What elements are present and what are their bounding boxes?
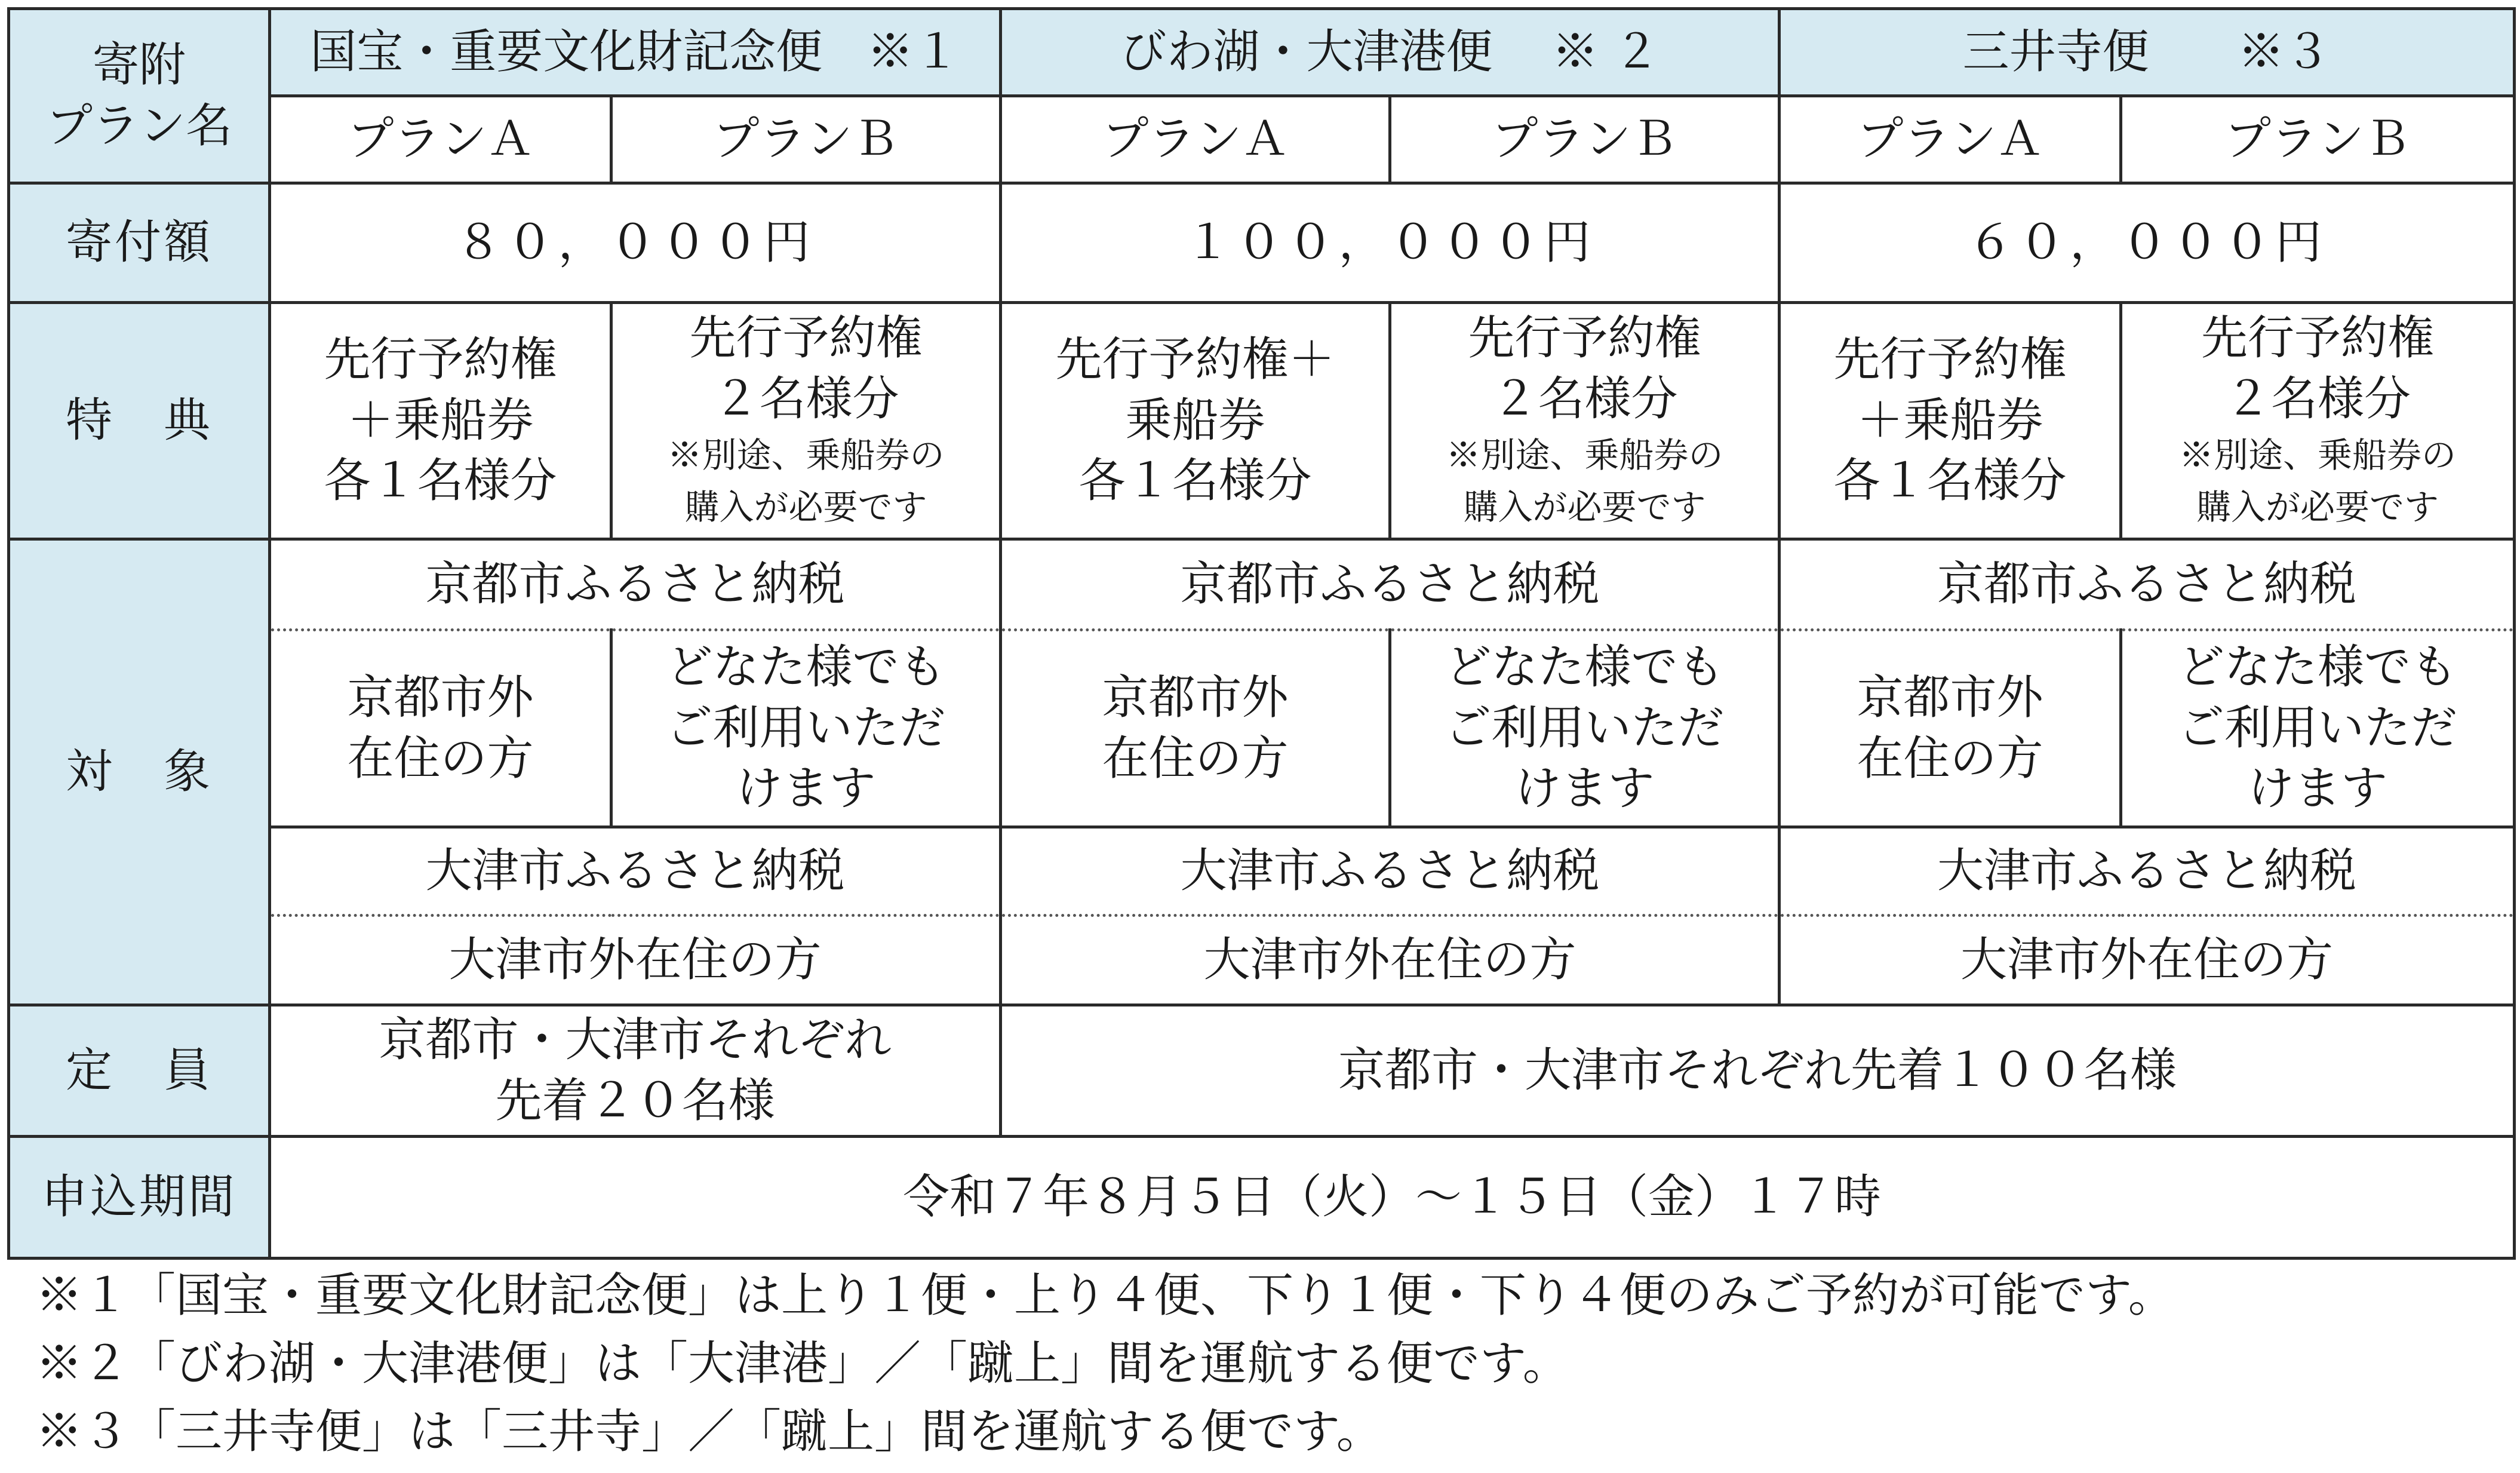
benefit-note: ※別途、乗船券の	[2179, 434, 2457, 475]
benefit-line: 先行予約権	[324, 333, 557, 387]
otsu-tax-label: 大津市ふるさと納税	[1001, 827, 1780, 916]
kyoto-eligibility-b	[1390, 630, 1780, 827]
plan-name: 国宝・重要文化財記念便	[310, 24, 823, 79]
benefit-b	[1390, 303, 1780, 539]
otsu-eligibility: 大津市外在住の方	[270, 916, 1001, 1005]
kyoto-eligibility-a	[1001, 630, 1390, 827]
kyoto-eligibility-a	[1780, 630, 2121, 827]
eligibility-line: 京都市外	[347, 671, 534, 725]
benefit-line: ＋乗船券	[1857, 393, 2043, 447]
capacity-first	[270, 1005, 1001, 1137]
benefit-note: 購入が必要です	[2196, 486, 2439, 527]
plan-name: 三井寺便	[1962, 24, 2149, 79]
plan-b-header: プランＢ	[2121, 96, 2515, 183]
eligibility-line: けます	[736, 762, 876, 816]
capacity-label: 定 員	[9, 1005, 270, 1137]
benefit-line: 乗船券	[1125, 393, 1265, 447]
plan-a-header: プランＡ	[1780, 96, 2121, 183]
eligibility-line: どなた様でも	[2178, 640, 2458, 695]
benefit-line: 先行予約権＋	[1055, 333, 1335, 387]
benefit-note: ※別途、乗船券の	[667, 434, 945, 475]
plan-a-header: プランＡ	[270, 96, 611, 183]
capacity-rest: 京都市・大津市それぞれ先着１００名様	[1001, 1005, 2515, 1137]
benefit-line: 先行予約権	[1468, 311, 1701, 366]
eligibility-line: 京都市外	[1857, 671, 2043, 725]
benefit-line: ２名様分	[2224, 372, 2411, 426]
plan-name-label-line1: 寄附	[92, 38, 186, 93]
benefit-line: ＋乗船券	[347, 393, 534, 447]
plan-header-miidera	[1780, 9, 2515, 96]
benefit-b	[611, 303, 1001, 539]
kyoto-tax-label: 京都市ふるさと納税	[1001, 539, 1780, 630]
eligibility-line: どなた様でも	[666, 640, 946, 695]
benefit-a	[1780, 303, 2121, 539]
plan-b-header: プランＢ	[1390, 96, 1780, 183]
footnote-3: ※３「三井寺便」は「三井寺」／「蹴上」間を運航する便です。	[36, 1405, 1383, 1459]
eligibility-line: 京都市外	[1102, 671, 1289, 725]
capacity-line: 京都市・大津市それぞれ	[379, 1013, 892, 1067]
footnote-1: ※１「国宝・重要文化財記念便」は上り１便・上り４便、下り１便・下り４便のみご予約が可能です。	[36, 1269, 2175, 1322]
plan-header-kokuho	[270, 9, 1001, 96]
plan-a-header: プランＡ	[1001, 96, 1390, 183]
plan-table	[7, 7, 2516, 1260]
plan-note-mark: ※３	[2238, 24, 2331, 79]
otsu-eligibility: 大津市外在住の方	[1780, 916, 2515, 1005]
plan-name: びわ湖・大津港便	[1120, 24, 1493, 79]
footnote-2: ※２「びわ湖・大津港便」は「大津港」／「蹴上」間を運航する便です。	[36, 1337, 1569, 1391]
benefit-line: 先行予約権	[689, 311, 923, 366]
donation-amount: １００，０００円	[1001, 183, 1780, 303]
eligibility-line: 在住の方	[347, 731, 534, 785]
donation-amount: ６０，０００円	[1780, 183, 2515, 303]
eligibility-line: ご利用いただ	[1445, 701, 1725, 755]
benefit-line: 各１名様分	[1833, 454, 2067, 508]
eligibility-line: 在住の方	[1102, 731, 1289, 785]
eligibility-line: どなた様でも	[1445, 640, 1725, 695]
otsu-tax-label: 大津市ふるさと納税	[1780, 827, 2515, 916]
period-value: 令和７年８月５日（火）～１５日（金）１７時	[270, 1137, 2515, 1259]
eligibility-line: ご利用いただ	[2178, 701, 2458, 755]
otsu-tax-label: 大津市ふるさと納税	[270, 827, 1001, 916]
eligibility-line: ご利用いただ	[666, 701, 946, 755]
benefit-a	[1001, 303, 1390, 539]
plan-note-mark: ※ ２	[1551, 24, 1660, 79]
benefit-line: 先行予約権	[1833, 333, 2067, 387]
benefit-note: ※別途、乗船券の	[1446, 434, 1723, 475]
plan-name-label-line2: プラン名	[45, 99, 232, 153]
plan-header-biwako	[1001, 9, 1780, 96]
benefit-line: ２名様分	[1491, 372, 1678, 426]
kyoto-tax-label: 京都市ふるさと納税	[1780, 539, 2515, 630]
footnotes	[36, 1262, 2496, 1466]
benefit-b	[2121, 303, 2515, 539]
benefit-line: 先行予約権	[2201, 311, 2435, 366]
benefit-line: ２名様分	[712, 372, 899, 426]
period-label: 申込期間	[9, 1137, 270, 1259]
target-label: 対 象	[9, 539, 270, 1005]
kyoto-eligibility-b	[2121, 630, 2515, 827]
capacity-line: 先着２０名様	[495, 1073, 775, 1128]
benefit-note: 購入が必要です	[1463, 486, 1706, 527]
benefit-line: 各１名様分	[1078, 454, 1312, 508]
donation-label: 寄付額	[9, 183, 270, 303]
benefit-label: 特 典	[9, 303, 270, 539]
benefit-a	[270, 303, 611, 539]
eligibility-line: 在住の方	[1857, 731, 2043, 785]
benefit-note: 購入が必要です	[684, 486, 927, 527]
benefit-line: 各１名様分	[324, 454, 557, 508]
plan-b-header: プランＢ	[611, 96, 1001, 183]
plan-name-label	[9, 9, 270, 183]
kyoto-eligibility-a	[270, 630, 611, 827]
eligibility-line: けます	[2248, 762, 2388, 816]
otsu-eligibility: 大津市外在住の方	[1001, 916, 1780, 1005]
kyoto-tax-label: 京都市ふるさと納税	[270, 539, 1001, 630]
donation-amount: ８０，０００円	[270, 183, 1001, 303]
eligibility-line: けます	[1514, 762, 1655, 816]
plan-note-mark: ※１	[866, 24, 960, 79]
kyoto-eligibility-b	[611, 630, 1001, 827]
